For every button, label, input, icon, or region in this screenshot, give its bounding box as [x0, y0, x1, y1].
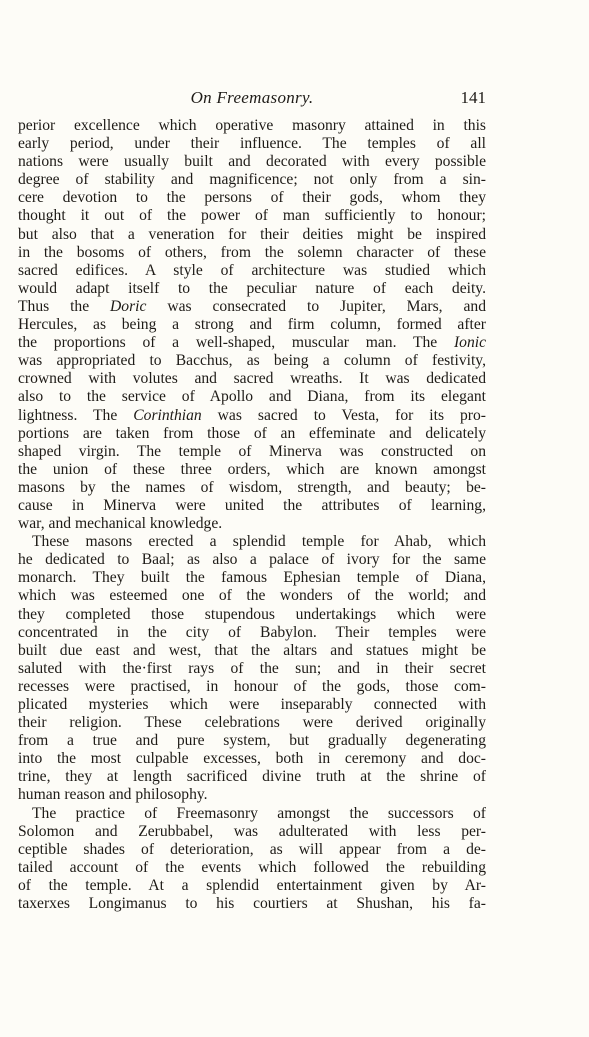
- text-line: would adapt itself to the peculiar nature of each deity.: [18, 279, 486, 297]
- text-line: their religion. These celebrations were derived originally: [18, 714, 486, 732]
- text-line: cere devotion to the persons of their gods, whom they: [18, 189, 486, 207]
- text-line: also to the service of Apollo and Diana, from its elegant: [18, 388, 486, 406]
- text-line: but also that a veneration for their deities might be inspired: [18, 225, 486, 243]
- body-text: [18, 117, 486, 913]
- text-line: built due east and west, that the altars and statues might be: [18, 641, 486, 659]
- text-segment: the proportions of a well-shaped, muscular man. The: [18, 334, 454, 352]
- text-line: nations were usually built and decorated with every possible: [18, 153, 486, 171]
- text-line: [18, 334, 486, 352]
- text-line: was appropriated to Bacchus, as being a column of festivity,: [18, 352, 486, 370]
- text-line: shaped virgin. The temple of Minerva was constructed on: [18, 442, 486, 460]
- text-line: human reason and philosophy.: [18, 786, 208, 804]
- running-head: [18, 88, 486, 112]
- text-line: the union of these three orders, which are known amongst: [18, 460, 486, 478]
- text-line: plicated mysteries which were inseparably connected with: [18, 696, 486, 713]
- text-line: The practice of Freemasonry amongst the successors of: [32, 804, 486, 822]
- text-line: masons by the names of wisdom, strength, and beauty; be-: [18, 478, 486, 496]
- text-line: sacred edifices. A style of architecture was studied which: [18, 261, 486, 279]
- text-line: [18, 298, 486, 316]
- text-line: he dedicated to Baal; as also a palace of ivory for the same: [18, 551, 486, 569]
- text-line: into the most culpable excesses, both in ceremony and doc-: [18, 750, 486, 768]
- text-line: recesses were practised, in honour of the gods, those com-: [18, 677, 486, 695]
- italic-term: Ionic: [453, 334, 486, 352]
- text-line: concentrated in the city of Babylon. Their temples were: [18, 623, 486, 641]
- text-line: monarch. They built the famous Ephesian temple of Diana,: [18, 569, 486, 587]
- text-line: war, and mechanical knowledge.: [18, 515, 223, 533]
- text-line: of the temple. At a splendid entertainment given by Ar-: [18, 876, 486, 894]
- text-segment: lightness. The: [18, 406, 134, 424]
- text-segment: was sacred to Vesta, for its pro-: [201, 406, 486, 424]
- text-line: cause in Minerva were united the attributes of learning,: [18, 496, 486, 514]
- text-line: ceptible shades of deterioration, as will appear from a de-: [18, 840, 486, 858]
- text-line: thought it out of the power of man sufficiently to honour;: [18, 207, 486, 225]
- text-line: in the bosoms of others, from the solemn character of these: [18, 243, 486, 261]
- text-line: taxerxes Longimanus to his courtiers at Shushan, his fa-: [18, 895, 486, 913]
- text-line: Solomon and Zerubbabel, was adulterated with less per-: [18, 822, 486, 840]
- text-line: early period, under their influence. The temples of all: [18, 135, 486, 153]
- italic-term: Doric: [110, 297, 147, 315]
- page-number: 141: [460, 88, 486, 107]
- text-line: crowned with volutes and sacred wreaths. It was dedicated: [18, 370, 486, 388]
- text-line: which was esteemed one of the wonders of the world; and: [18, 587, 486, 605]
- text-line: [18, 407, 486, 425]
- text-line: perior excellence which operative masonry attained in this: [18, 117, 486, 134]
- running-title: On Freemasonry.: [190, 88, 314, 107]
- text-line: These masons erected a splendid temple for Ahab, which: [32, 533, 486, 551]
- italic-term: Corinthian: [133, 406, 202, 424]
- text-line: from a true and pure system, but gradually degenerating: [18, 732, 486, 750]
- text-line: tailed account of the events which followed the rebuilding: [18, 858, 486, 876]
- text-line: Hercules, as being a strong and firm column, formed after: [18, 316, 486, 334]
- text-segment: was consecrated to Jupiter, Mars, and: [146, 297, 486, 315]
- text-line: they completed those stupendous undertakings which were: [18, 605, 486, 623]
- text-line: saluted with the·first rays of the sun; and in their secret: [18, 659, 486, 677]
- text-line: trine, they at length sacrificed divine truth at the shrine of: [18, 768, 486, 786]
- text-segment: Thus the: [18, 297, 111, 315]
- text-line: degree of stability and magnificence; not only from a sin-: [18, 171, 486, 189]
- text-line: portions are taken from those of an effeminate and delicately: [18, 424, 486, 442]
